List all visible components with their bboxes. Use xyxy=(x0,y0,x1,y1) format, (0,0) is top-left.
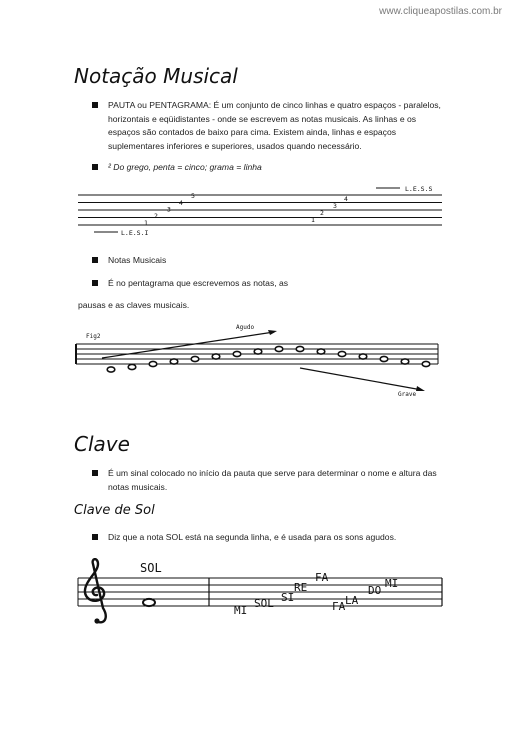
note-name: SI xyxy=(281,591,295,604)
line-number: 4 xyxy=(179,199,183,207)
text-line: É um sinal colocado no início da pauta que serve para determinar o nome e altura das xyxy=(108,468,437,478)
staff-lines xyxy=(78,195,442,225)
arrow-grave xyxy=(300,368,422,390)
agudo-label: Agudo xyxy=(236,324,255,331)
bullet-text xyxy=(108,99,441,153)
line-number: 2 xyxy=(154,212,158,220)
space-number: 4 xyxy=(344,195,348,203)
text-line: suplementares inferiores e superiores, usados quando necessário. xyxy=(108,140,362,151)
subtitle-clave-de-sol: Clave de Sol xyxy=(74,503,155,518)
bullet-square-icon xyxy=(92,102,98,108)
note-name: RE xyxy=(294,581,308,594)
bullet-text: Diz que a nota SOL está na segunda linha, e é usada para os sons agudos. xyxy=(108,532,397,542)
section-title-clave: Clave xyxy=(74,432,130,456)
arrow-head-icon xyxy=(416,386,425,391)
note-name: SOL xyxy=(254,597,274,610)
bullet-square-icon xyxy=(92,164,98,170)
watermark: www.cliqueapostilas.com.br xyxy=(379,6,502,17)
space-number: 1 xyxy=(311,216,315,224)
bullet-text: ² Do grego, penta = cinco; grama = linha xyxy=(108,162,262,172)
bullet-clave xyxy=(92,467,472,495)
note-name: FA xyxy=(315,571,329,584)
sol-note-icon xyxy=(143,599,155,606)
less-label: L.E.S.S xyxy=(405,185,433,193)
bullet-square-icon xyxy=(92,257,98,263)
line-number: 1 xyxy=(144,219,148,227)
figure-agudo-grave xyxy=(74,318,444,400)
bullet-pentagrama xyxy=(92,277,472,291)
note-name: DO xyxy=(368,584,382,597)
treble-clef-icon xyxy=(85,559,106,623)
text-line: notas musicais. xyxy=(108,481,168,492)
line-number: 5 xyxy=(191,192,195,200)
bullet-square-icon xyxy=(92,280,98,286)
bullet-square-icon xyxy=(92,534,98,540)
lesi-label: L.E.S.I xyxy=(121,229,149,237)
text-line: horizontais e eqüidistantes - onde se escrevem as notas musicais. As linhas e os xyxy=(108,113,417,124)
bullet-pauta xyxy=(92,99,472,155)
bullet-clave-de-sol xyxy=(92,531,472,545)
bullet-square-icon xyxy=(92,470,98,476)
space-number: 2 xyxy=(320,209,324,217)
bullet-text: É no pentagrama que escrevemos as notas, as xyxy=(108,278,289,288)
space-number: 3 xyxy=(333,202,337,210)
sol-label: SOL xyxy=(140,561,162,575)
note-name: LA xyxy=(345,594,359,607)
continuation-text: pausas e as claves musicais. xyxy=(78,300,190,310)
arrow-head-icon xyxy=(268,330,277,335)
text-line: PAUTA ou PENTAGRAMA: É um conjunto de cinco linhas e quatro espaços - paralelos, xyxy=(108,100,441,110)
staff-pentagram xyxy=(74,184,446,240)
bullet-footnote xyxy=(92,161,472,175)
clave-de-sol-staff xyxy=(76,558,444,626)
fig-label: Fig2 xyxy=(86,333,101,340)
text-line: espaços são contados de baixo para cima. Existem ainda, linhas e espaços xyxy=(108,127,397,138)
note-name: MI xyxy=(234,604,248,617)
grave-label: Grave xyxy=(398,391,417,398)
bullet-text xyxy=(108,467,437,494)
note-name: FA xyxy=(332,600,346,613)
line-number: 3 xyxy=(167,205,171,214)
note-name: MI xyxy=(385,577,399,590)
bullet-notas-musicais xyxy=(92,254,472,268)
section-title-notacao: Notação Musical xyxy=(74,64,238,88)
bullet-text: Notas Musicais xyxy=(108,255,167,265)
